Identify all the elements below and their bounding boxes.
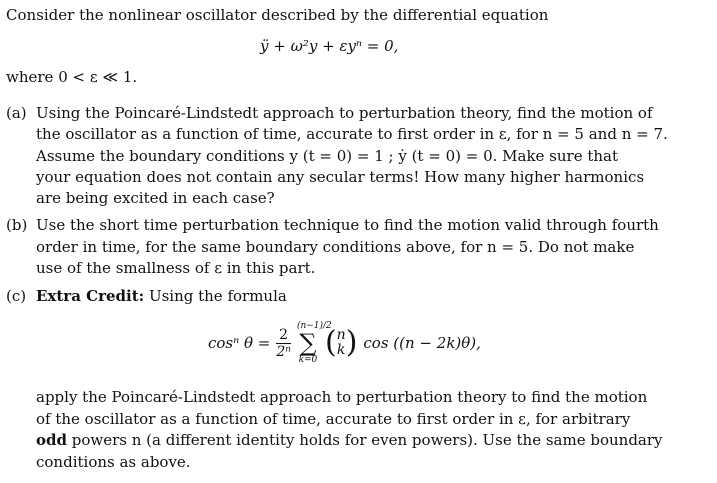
odd-emphasis: odd — [36, 431, 67, 449]
sum-upper-limit: (n−1)/2 — [296, 321, 332, 331]
part-a-line-3: Assume the boundary conditions y (t = 0) = 1 ; ẏ (t = 0) = 0. Make sure that — [36, 147, 619, 165]
part-a-line-5: are being excited in each case? — [36, 189, 275, 207]
part-a-line-4: your equation does not contain any secular terms! How many higher harmonics — [36, 168, 645, 186]
part-b-label: (b) — [6, 216, 28, 234]
summation-symbol: (n−1)/2 ∑ k=0 — [296, 321, 332, 365]
formula-lhs: cosⁿ θ = — [208, 334, 271, 352]
part-c-line-4: conditions as above. — [36, 453, 191, 471]
part-a-line-2: the oscillator as a function of time, accurate to first order in ε, for n = 5 and n = 7. — [36, 125, 668, 143]
part-c-lead — [36, 287, 287, 305]
binomial-coefficient: ( n k ) — [324, 325, 358, 360]
where-condition: where 0 < ε ≪ 1. — [6, 68, 138, 86]
part-c-lead-rest: Using the formula — [144, 287, 287, 305]
part-b-line-1: Use the short time perturbation technique to find the motion valid through fourth — [36, 216, 659, 234]
part-a-label: (a) — [6, 104, 27, 122]
extra-credit-label: Extra Credit: — [36, 287, 145, 305]
part-c-line-3 — [36, 431, 663, 449]
fraction-denominator: 2ⁿ — [276, 343, 291, 360]
binom-bottom: k — [336, 342, 346, 358]
cos-power-formula — [208, 318, 481, 368]
part-b-line-2: order in time, for the same boundary conditions above, for n = 5. Do not make — [36, 238, 635, 256]
part-c-line-2: of the oscillator as a function of time, accurate to first order in ε, for arbitrary — [36, 410, 631, 428]
intro-text: Consider the nonlinear oscillator described by the differential equation — [6, 6, 549, 24]
fraction-numerator: 2 — [276, 327, 291, 344]
part-a-line-1: Using the Poincaré-Lindstedt approach to perturbation theory, find the motion of — [36, 104, 653, 122]
binom-top: n — [336, 327, 346, 343]
sum-lower-limit: k=0 — [298, 355, 318, 365]
part-c-label: (c) — [6, 287, 27, 305]
main-equation: ÿ + ω²y + εyⁿ = 0, — [260, 37, 399, 55]
part-c-line-3-rest: powers n (a different identity holds for even powers). Use the same boundary — [66, 431, 663, 449]
part-c-line-1: apply the Poincaré-Lindstedt approach to perturbation theory to find the motion — [36, 388, 648, 406]
formula-fraction — [276, 327, 291, 360]
formula-rhs: cos ((n − 2k)θ), — [363, 334, 481, 352]
part-b-line-3: use of the smallness of ε in this part. — [36, 259, 316, 277]
